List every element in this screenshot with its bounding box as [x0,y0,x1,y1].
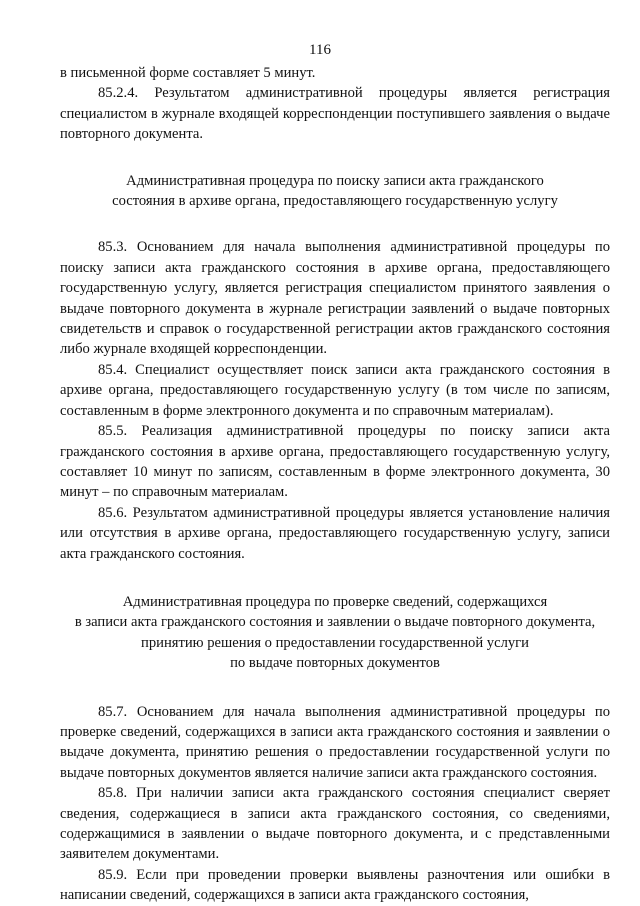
paragraph-85-2-4: 85.2.4. Результатом административной процедуры является регистрация специалистом в журнале входящей корреспонденции поступившего заявления о выдаче повторного документа. [60,85,610,143]
paragraph-85-4: 85.4. Специалист осуществляет поиск записи акта гражданского состояния в архиве органа, предоставляющего государственную услугу (в том числе по записям, составленным в форме электронного документа и по справочным материалам). [60,361,610,419]
heading-line: Административная процедура по проверке сведений, содержащихся [122,593,548,610]
paragraph-85-9: 85.9. Если при проведении проверки выявлены разночтения или ошибки в написании сведений, содержащихся в записи акта гражданского состояния, [60,866,610,904]
section-heading-verification [60,592,610,674]
paragraph-85-5: 85.5. Реализация административной процедуры по поиску записи акта гражданского состояния в архиве органа, предоставляющего государственную услугу, составляет 10 минут по записям, составленным в форме электронного документа, 30 минут – по справочным материалам. [60,423,610,501]
page-number: 116 [309,42,331,58]
heading-line: принятию решения о предоставлении государственной услуги [141,634,529,651]
paragraph-85-6: 85.6. Результатом административной процедуры является установление наличия или отсутствия в архиве органа, предоставляющего государственную услугу, записи акта гражданского состояния. [60,504,610,562]
paragraph-85-3: 85.3. Основанием для начала выполнения административной процедуры по поиску записи акта гражданского состояния в архиве органа, предоставляющего государственную услугу, является регистрация специалистом принятого заявления о выдаче повторного документа в журнале регистрации заявлений о выдаче повторных свидетельств и справок о государственной регистрации актов гражданского состояния либо журнале входящей корреспонденции. [60,239,610,358]
paragraph-intro: в письменной форме составляет 5 минут. [60,65,316,81]
paragraph-85-7: 85.7. Основанием для начала выполнения административной процедуры по проверке сведений, содержащихся в записи акта гражданского состояния и заявлении о выдаче документа, принятию решения о предоставлении государственной услуги по выдаче повторных документов является наличие записи акта гражданского состояния. [60,703,610,781]
paragraph-85-8: 85.8. При наличии записи акта гражданского состояния специалист сверяет сведения, содержащиеся в записи акта гражданского состояния, со сведениями, содержащимися в заявлении о выдаче повторного документа, и с представленными заявителем документами. [60,785,610,863]
heading-line: Административная процедура по поиску записи акта гражданского [126,172,544,189]
heading-line: по выдаче повторных документов [230,655,440,672]
document-body [60,63,610,906]
heading-line: состояния в архиве органа, предоставляющего государственную услугу [112,193,558,210]
heading-line: в записи акта гражданского состояния и заявлении о выдаче повторного документа, [74,614,596,631]
section-heading-record-search [60,171,610,212]
